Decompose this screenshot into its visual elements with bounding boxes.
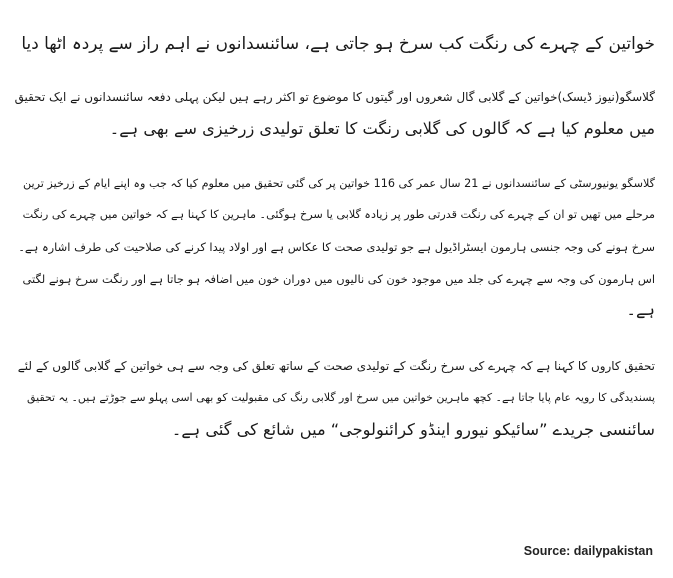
- article-title: خواتین کے چہرے کی رنگت کب سرخ ہو جاتی ہے، سائنسدانوں نے اہم راز سے پردہ اٹھا دیا: [21, 33, 655, 53]
- paragraph-line: گلاسگو(نیوز ڈیسک)خواتین کے گلابی گال شعروں اور گیتوں کا موضوع تو اکثر رہے ہیں لیکن پہلی دفعہ سائنسدانوں نے ایک تحقیق: [14, 90, 655, 104]
- paragraph-line: ہے۔: [626, 300, 655, 319]
- paragraph-line: میں معلوم کیا ہے کہ گالوں کی گلابی رنگت کا تعلق تولیدی زرخیزی سے بھی ہے۔: [109, 119, 655, 138]
- paragraph-line: مرحلے میں تھیں تو ان کے چہرے کی رنگت قدرتی طور پر زیادہ گلابی یا سرخ ہوگئی۔ ماہرین کا کہنا ہے کہ خواتین میں چہرے کی رنگت: [22, 208, 655, 221]
- paragraph-line: گلاسگو یونیورسٹی کے سائنسدانوں نے 21 سال عمر کی 116 خواتین پر کی گئی تحقیق میں معلوم کیا کہ جب وہ اپنے ایام کے زرخیز ترین: [22, 177, 655, 190]
- paragraph-line: سائنسی جریدے ”سائیکو نیورو اینڈو کرائنولوجی“ میں شائع کی گئی ہے۔: [171, 420, 655, 439]
- paragraph-line: اس ہارمون کی وجہ سے چہرے کی جلد میں موجود خون کی نالیوں میں دوران خون میں اضافہ ہو جاتا ہے اور رنگت سرخ ہونے لگتی: [22, 272, 655, 286]
- paragraph-line: پسندیدگی کا رویہ عام پایا جاتا ہے۔ کچھ ماہرین خواتین میں سرخ اور گلابی رنگ کی مقبولیت کو بھی اسی پہلو سے جوڑتے ہیں۔ یہ تحقیق: [27, 391, 655, 404]
- paragraph-line: سرخ ہونے کی وجہ جنسی ہارمون ایسٹراڈیول ہے جو تولیدی صحت کا عکاس ہے اور اولاد پیدا کرنے کی صلاحیت کی طرف اشارہ ہے۔: [18, 240, 655, 254]
- source-credit: Source: dailypakistan: [523, 544, 653, 558]
- paragraph-line: تحقیق کاروں کا کہنا ہے کہ چہرے کی سرخ رنگت کے تولیدی صحت کے ساتھ تعلق کی وجہ سے ہی خواتین کے گلابی گالوں کے لئے: [17, 359, 655, 373]
